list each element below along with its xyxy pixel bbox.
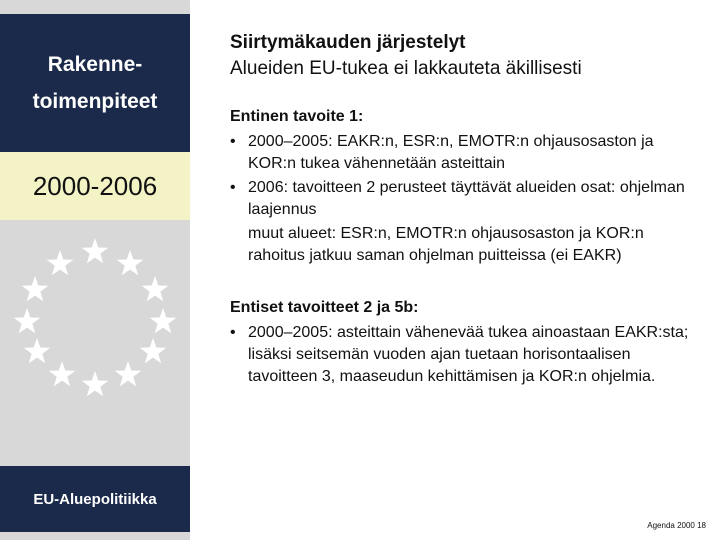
star-icon [117,250,144,275]
list-item: • 2000–2005: EAKR:n, ESR:n, EMOTR:n ohjausosaston ja KOR:n tukea vähennetään asteittain [230,131,700,175]
years-label: 2000-2006 [32,170,158,201]
star-icon [22,276,49,301]
sidebar-footer [0,466,190,532]
star-icon [14,308,41,333]
sidebar-title-box [0,14,190,152]
star-icon [24,338,51,363]
star-icon [115,361,142,386]
star-icon [49,361,76,386]
years-label-box [0,152,190,220]
list-item: • 2006: tavoitteen 2 perusteet täyttävät alueiden osat: ohjelman laajennus [230,177,700,221]
main-content [230,30,700,390]
list-item: • 2000–2005: asteittain vähenevää tukea ainoastaan EAKR:sta; lisäksi seitsemän vuoden ajan tuetaan horisontaalisen tavoitteen 3, maaseudun kehittämisen ja KOR:n ohjelmia. [230,322,700,388]
star-icon [82,371,109,396]
section-title: Entiset tavoitteet 2 ja 5b: [230,299,419,316]
page-reference: Agenda 2000 18 [647,521,706,530]
sidebar-title-line2: toimenpiteet [32,90,158,113]
page-title: Siirtymäkauden järjestelyt [230,32,466,53]
section-former-objectives-2-5b [230,297,700,388]
page-subtitle: Alueiden EU-tukea ei lakkauteta äkillisesti [230,58,582,79]
star-icon [47,250,74,275]
star-icon [142,276,169,301]
star-icon [140,338,167,363]
sidebar [0,0,190,540]
star-icon [82,238,109,263]
star-icon [150,308,177,333]
bullet-list [230,131,700,221]
footer-label: EU-Aluepolitiikka [33,490,157,508]
eu-stars-circle [0,232,190,402]
sidebar-title-line1: Rakenne- [47,53,143,76]
bullet-list [230,322,700,388]
list-item-continuation: muut alueet: ESR:n, EMOTR:n ohjausosaston ja KOR:n rahoitus jatkuu saman ohjelman puitteissa (ei EAKR) [248,225,644,264]
section-title: Entinen tavoite 1: [230,108,364,125]
section-former-objective-1 [230,106,700,267]
